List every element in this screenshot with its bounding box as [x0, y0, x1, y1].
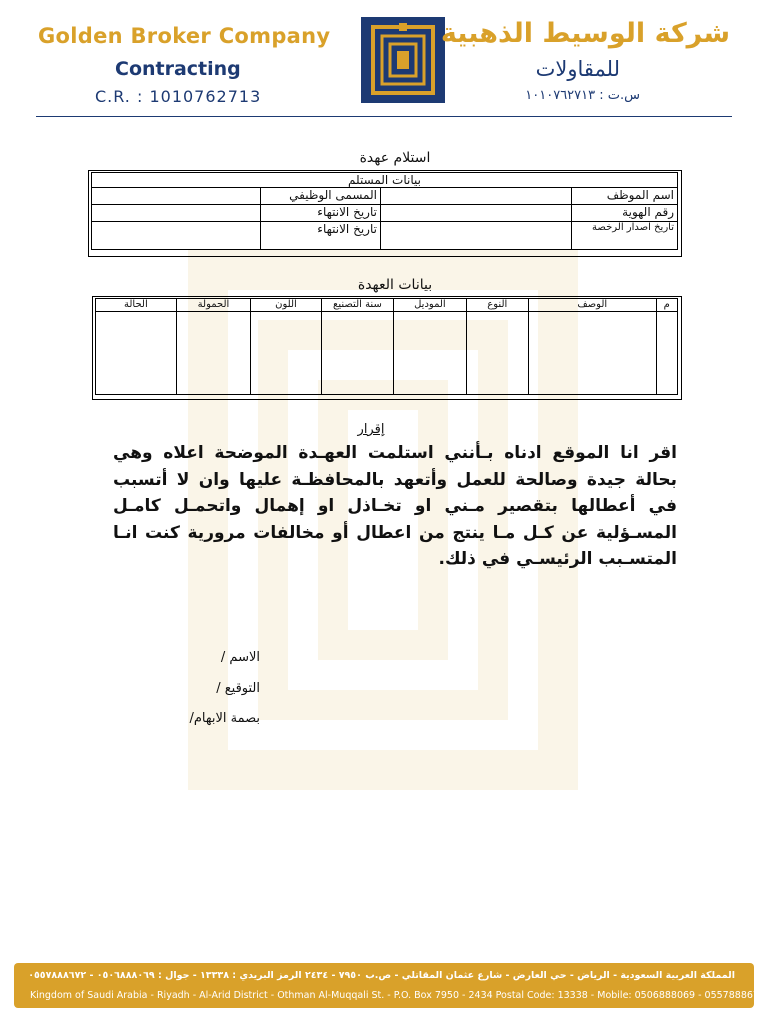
- company-subtitle-ar: للمقاولات: [535, 57, 620, 81]
- receiver-table: [91, 172, 678, 250]
- col-index: م: [656, 299, 677, 312]
- cell-type[interactable]: [466, 312, 528, 395]
- footer-address-en: Kingdom of Saudi Arabia - Riyadh - Al-Arid District - Othman Al-Muqqali St. - P.O. Box 7950 - 2434 Postal Code: 13338 - Mobile: 0506888069 - 0557888672: [30, 990, 765, 1001]
- company-cr-ar: س.ت : ١٠١٠٧٦٢٧١٣: [525, 88, 640, 103]
- cell-model[interactable]: [394, 312, 466, 395]
- col-description: الوصف: [528, 299, 656, 312]
- custody-section-title: بيانات العهدة: [357, 277, 433, 293]
- signature-thumbprint-label: بصمة الابهام/: [189, 711, 260, 726]
- form-title: استلام عهدة: [359, 150, 431, 166]
- job-title-label: المسمى الوظيفي: [260, 188, 380, 205]
- signature-name-label: الاسم /: [220, 650, 260, 665]
- company-name-en: Golden Broker Company: [38, 24, 331, 48]
- signature-sign-label: التوقيع /: [216, 681, 260, 696]
- cell-load[interactable]: [176, 312, 251, 395]
- employee-name-field[interactable]: [380, 188, 571, 205]
- cell-color[interactable]: [251, 312, 321, 395]
- declaration-title: إقرار: [357, 422, 385, 437]
- employee-name-label: اسم الموظف: [571, 188, 677, 205]
- cell-index[interactable]: [656, 312, 677, 395]
- license-issue-label: تاريخ اصدار الرخصة: [571, 222, 677, 250]
- col-year: سنة التصنيع: [321, 299, 393, 312]
- col-color: اللون: [251, 299, 321, 312]
- footer-address-ar: المملكة العربية السعودية - الرياض - حي العارض - شارع عثمان المقاتلي - ص.ب ٧٩٥٠ - ٢٤٣٤ الرمز البريدي : ١٣٣٣٨ - جوال : ٠٥٠٦٨٨٨٠٦٩ - ٠٥٥٧٨٨٨٦٧٢: [28, 970, 735, 981]
- cell-description[interactable]: [528, 312, 656, 395]
- id-expiry-field[interactable]: [92, 205, 261, 222]
- id-expiry-label: تاريخ الانتهاء: [260, 205, 380, 222]
- cell-condition[interactable]: [96, 312, 177, 395]
- job-title-field[interactable]: [92, 188, 261, 205]
- col-model: الموديل: [394, 299, 466, 312]
- id-number-field[interactable]: [380, 205, 571, 222]
- custody-table: [95, 298, 678, 395]
- license-issue-field[interactable]: [380, 222, 571, 250]
- col-condition: الحالة: [96, 299, 177, 312]
- cell-year[interactable]: [321, 312, 393, 395]
- company-subtitle-en: Contracting: [115, 58, 241, 80]
- company-name-ar: شركة الوسيط الذهبية: [440, 18, 730, 49]
- company-logo: [361, 17, 445, 103]
- declaration-text: اقر انا الموقع ادناه بـأنني استلمت العهـدة الموضحة اعلاه وهي بحالة جيدة وصالحة للعمل وأتعهد بالمحافظـة عليها وان لا أتسبب في أعطالها بتقصير مـني او تخـاذل او إهمال واتحمـل كامـل المسـؤلية عن كـل مـا ينتج من اعطال أو مخالفات مرورية كنت انـا المتسـبب الرئيسـي في ذلك.: [113, 443, 677, 569]
- license-expiry-label: تاريخ الانتهاء: [260, 222, 380, 250]
- col-load: الحمولة: [176, 299, 251, 312]
- header-divider: [36, 116, 732, 117]
- col-type: النوع: [466, 299, 528, 312]
- license-expiry-field[interactable]: [92, 222, 261, 250]
- receiver-section-header: بيانات المستلم: [92, 173, 678, 188]
- company-cr-en: C.R. : 1010762713: [95, 87, 262, 106]
- table-row: [96, 312, 678, 395]
- id-number-label: رقم الهوية: [571, 205, 677, 222]
